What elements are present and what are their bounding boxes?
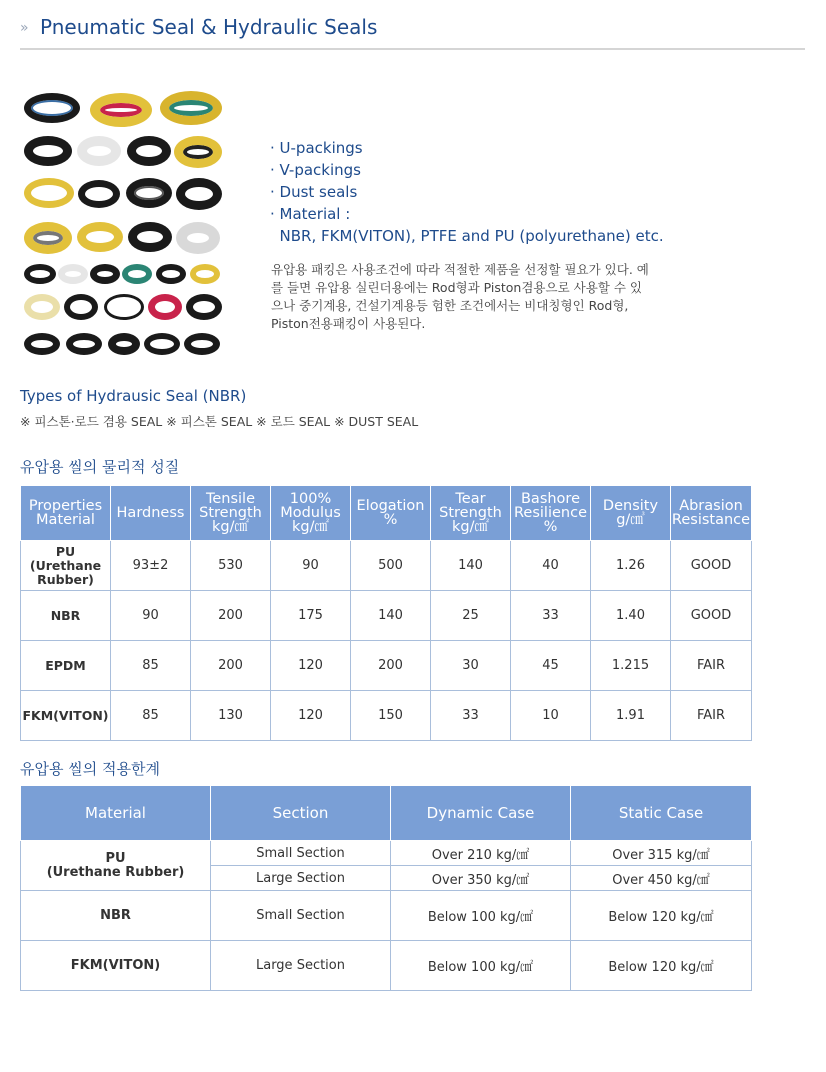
list-item: · V-packings xyxy=(270,161,361,179)
value-cell: 130 xyxy=(191,691,271,741)
header-line: Material xyxy=(36,512,95,528)
material-cell: FKM(VITON) xyxy=(21,941,211,991)
value-cell: 200 xyxy=(351,641,431,691)
value-cell: GOOD xyxy=(671,541,752,591)
material-line: PU xyxy=(55,543,76,559)
seal-ring-icon xyxy=(148,294,182,320)
value-cell: 10 xyxy=(511,691,591,741)
value-cell: FAIR xyxy=(671,691,752,741)
header-line: 100% xyxy=(289,491,332,507)
seal-ring-icon xyxy=(144,333,180,355)
physical-table-title: 유압용 씰의 물리적 성질 xyxy=(20,458,180,476)
seal-ring-icon xyxy=(176,178,222,210)
value-cell: 120 xyxy=(271,691,351,741)
seal-ring-icon xyxy=(24,294,60,320)
list-item: NBR, FKM(VITON), PTFE and PU (polyurethane) etc. xyxy=(270,227,664,245)
seal-ring-icon xyxy=(24,222,72,254)
header-line: Abrasion xyxy=(679,498,743,514)
material-line: NBR xyxy=(50,607,81,623)
table-header-row xyxy=(21,486,752,541)
column-header: Section xyxy=(211,786,391,841)
page-header xyxy=(20,12,805,50)
value-cell: 33 xyxy=(511,591,591,641)
value-cell: 175 xyxy=(271,591,351,641)
seal-ring-icon xyxy=(174,136,222,168)
material-cell xyxy=(21,541,111,591)
header-line: Bashore xyxy=(520,491,580,507)
header-line: Strength xyxy=(439,505,502,521)
value-cell: 90 xyxy=(271,541,351,591)
seal-ring-icon xyxy=(90,93,152,127)
table-row xyxy=(21,841,752,866)
table-row xyxy=(21,891,752,941)
header-line: kg/㎠ xyxy=(212,519,249,535)
static-cell: Over 315 kg/㎠ xyxy=(571,841,752,866)
seal-ring-icon xyxy=(156,264,186,284)
table-row xyxy=(21,591,752,641)
column-header: Static Case xyxy=(571,786,752,841)
material-cell xyxy=(21,641,111,691)
seal-ring-icon xyxy=(108,333,140,355)
section-cell: Large Section xyxy=(211,866,391,891)
list-item: · Material : xyxy=(270,205,351,223)
seal-ring-icon xyxy=(64,294,98,320)
column-header xyxy=(351,486,431,541)
seal-ring-icon xyxy=(186,294,222,320)
table-row xyxy=(21,541,752,591)
value-cell: 200 xyxy=(191,641,271,691)
header-line: Resistance xyxy=(671,512,751,528)
header-line: Tensile xyxy=(205,491,256,507)
section-cell: Small Section xyxy=(211,841,391,866)
seal-ring-icon xyxy=(24,333,60,355)
table-row xyxy=(21,641,752,691)
material-cell xyxy=(21,691,111,741)
seal-ring-icon xyxy=(24,264,56,284)
column-header: Dynamic Case xyxy=(391,786,571,841)
seal-ring-icon xyxy=(184,333,220,355)
seal-ring-icon xyxy=(190,264,220,284)
seal-ring-icon xyxy=(126,178,172,208)
seal-product-photo xyxy=(22,88,227,363)
value-cell: 25 xyxy=(431,591,511,641)
seal-ring-icon xyxy=(78,180,120,208)
material-line: FKM(VITON) xyxy=(22,707,109,723)
header-line: % xyxy=(383,512,398,528)
value-cell: 40 xyxy=(511,541,591,591)
value-cell: GOOD xyxy=(671,591,752,641)
material-line: EPDM xyxy=(45,657,86,673)
feature-list xyxy=(270,137,664,247)
column-header: Material xyxy=(21,786,211,841)
value-cell: 1.91 xyxy=(591,691,671,741)
header-line: Tear xyxy=(455,491,486,507)
header-line: Modulus xyxy=(280,505,341,521)
column-header xyxy=(191,486,271,541)
dynamic-cell: Below 100 kg/㎠ xyxy=(391,941,571,991)
value-cell: 1.215 xyxy=(591,641,671,691)
dynamic-cell: Over 350 kg/㎠ xyxy=(391,866,571,891)
chevron-icon: » xyxy=(20,20,29,36)
header-line: Properties xyxy=(28,498,103,514)
column-header xyxy=(271,486,351,541)
section-cell: Small Section xyxy=(211,891,391,941)
value-cell: 33 xyxy=(431,691,511,741)
column-header xyxy=(21,486,111,541)
list-item: · Dust seals xyxy=(270,183,358,201)
seal-ring-icon xyxy=(24,178,74,208)
description-text: 유압용 패킹은 사용조건에 따라 적절한 제품을 선정할 필요가 있다. 예를 들면 유압용 실린더용에는 Rod형과 Piston겸용으로 사용할 수 있으나 중기계용, 건설기계용등 험한 조건에서는 비대칭형인 Rod형, Piston전용패킹이 사용된다. xyxy=(271,262,649,331)
physical-properties-table xyxy=(20,485,752,741)
table-row xyxy=(21,691,752,741)
column-header xyxy=(511,486,591,541)
dynamic-cell: Over 210 kg/㎠ xyxy=(391,841,571,866)
column-header xyxy=(671,486,752,541)
header-line: % xyxy=(543,519,558,535)
section-cell: Large Section xyxy=(211,941,391,991)
seal-ring-icon xyxy=(104,294,144,320)
header-line: g/㎤ xyxy=(616,512,645,528)
seal-ring-icon xyxy=(58,264,88,284)
static-cell: Below 120 kg/㎠ xyxy=(571,891,752,941)
value-cell: 530 xyxy=(191,541,271,591)
seal-ring-icon xyxy=(122,264,152,284)
value-cell: 200 xyxy=(191,591,271,641)
material-cell: NBR xyxy=(21,891,211,941)
page-title: Pneumatic Seal & Hydraulic Seals xyxy=(40,15,378,39)
seal-ring-icon xyxy=(160,91,222,125)
header-line: Resilience xyxy=(514,505,587,521)
static-cell: Below 120 kg/㎠ xyxy=(571,941,752,991)
dynamic-cell: Below 100 kg/㎠ xyxy=(391,891,571,941)
header-line: kg/㎠ xyxy=(452,519,489,535)
material-line: PU xyxy=(105,850,126,866)
column-header xyxy=(591,486,671,541)
list-item: · U-packings xyxy=(270,139,363,157)
application-limit-table xyxy=(20,785,752,991)
types-note: ※ 피스톤·로드 겸용 SEAL ※ 피스톤 SEAL ※ 로드 SEAL ※ DUST SEAL xyxy=(20,414,419,429)
value-cell: 1.40 xyxy=(591,591,671,641)
column-header xyxy=(111,486,191,541)
material-line: (Urethane Rubber) xyxy=(46,864,185,880)
header-line: kg/㎠ xyxy=(292,519,329,535)
seal-ring-icon xyxy=(77,222,123,252)
seal-ring-icon xyxy=(77,136,121,166)
value-cell: 120 xyxy=(271,641,351,691)
value-cell: 500 xyxy=(351,541,431,591)
seal-ring-icon xyxy=(176,222,220,254)
value-cell: 85 xyxy=(111,641,191,691)
static-cell: Over 450 kg/㎠ xyxy=(571,866,752,891)
material-line: (Urethane xyxy=(29,557,102,573)
value-cell: 90 xyxy=(111,591,191,641)
seal-ring-icon xyxy=(24,136,72,166)
value-cell: 1.26 xyxy=(591,541,671,591)
material-cell xyxy=(21,841,211,891)
value-cell: 30 xyxy=(431,641,511,691)
header-line: Density xyxy=(602,498,659,514)
value-cell: 140 xyxy=(351,591,431,641)
value-cell: 140 xyxy=(431,541,511,591)
value-cell: 150 xyxy=(351,691,431,741)
types-section-title: Types of Hydrausic Seal (NBR) xyxy=(20,387,247,405)
seal-ring-icon xyxy=(90,264,120,284)
value-cell: 45 xyxy=(511,641,591,691)
material-line: Rubber) xyxy=(37,571,94,587)
value-cell: 85 xyxy=(111,691,191,741)
value-cell: 93±2 xyxy=(111,541,191,591)
material-cell xyxy=(21,591,111,641)
header-line: Hardness xyxy=(116,505,185,521)
table-row xyxy=(21,941,752,991)
table-header-row xyxy=(21,786,752,841)
header-line: Strength xyxy=(199,505,262,521)
limit-table-title: 유압용 씰의 적용한계 xyxy=(20,760,160,778)
seal-ring-icon xyxy=(128,222,172,252)
column-header xyxy=(431,486,511,541)
value-cell: FAIR xyxy=(671,641,752,691)
seal-ring-icon xyxy=(24,93,80,123)
header-line: Elogation xyxy=(356,498,425,514)
seal-ring-icon xyxy=(127,136,171,166)
seal-ring-icon xyxy=(66,333,102,355)
